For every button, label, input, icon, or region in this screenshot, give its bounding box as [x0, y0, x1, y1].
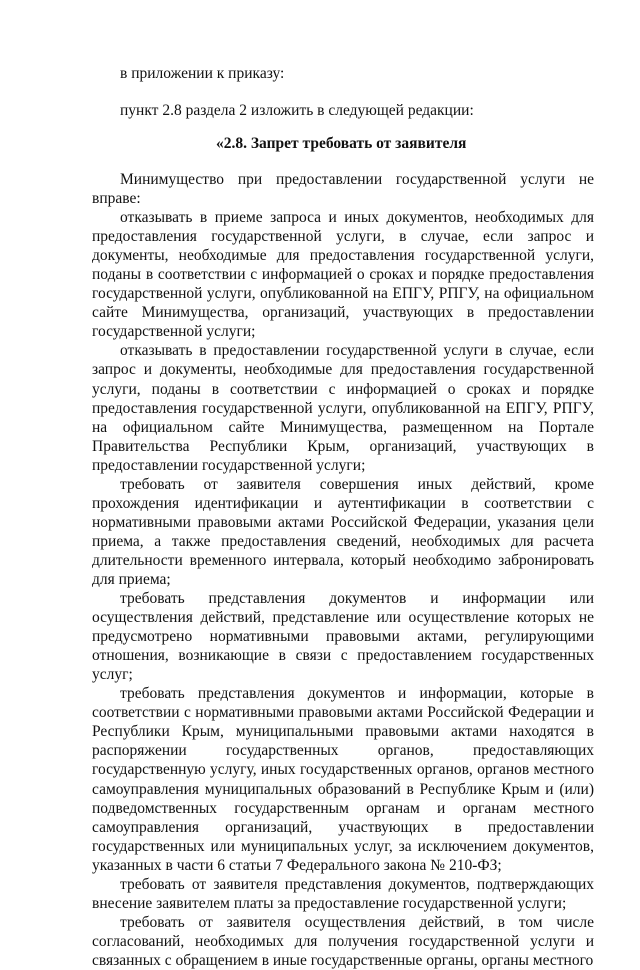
paragraph-require-actions: требовать от заявителя совершения иных действий, кроме прохождения идентификации и аутентификации в соответствии с нормативными правовыми актами Российской Федерации, указания цели приема, а также предоставления сведений, необходимых для расчета длительности временного интервала, который необходимо забронировать для приема; — [92, 475, 594, 588]
paragraph-preamble: Минимущество при предоставлении государственной услуги не вправе: — [92, 171, 594, 208]
paragraph-require-payment-proof: требовать от заявителя представления документов, подтверждающих внесение заявителем платы за предоставление государственной услуги; — [92, 875, 594, 912]
intro-line-amendment: пункт 2.8 раздела 2 изложить в следующей редакции: — [120, 102, 474, 119]
paragraph-refuse-acceptance: отказывать в приеме запроса и иных документов, необходимых для предоставления государственной услуги, в случае, если запрос и документы, необходимые для предоставления государственной услуги, поданы в соответствии с информацией о сроках и порядке предоставления государственной услуги, опубликованной на ЕПГУ, РПГУ, на официальном сайте Минимущества, организаций, участвующих в предоставлении государственной услуги; — [92, 209, 594, 341]
paragraph-require-held-documents: требовать представления документов и информации, которые в соответствии с нормативными правовыми актами Российской Федерации и Республики Крым, муниципальными правовыми актами находятся в распоряжении государственных органов, предоставляющих государственную услугу, иных государственных органов, органов местного самоуправления муниципальных образований в Республике Крым и (или) подведомственных государственным органам и органам местного самоуправления организаций, участвующих в предоставлении государственных или муниципальных услуг, за исключением документов, указанных в части 6 статьи 7 Федерального закона № 210-ФЗ; — [92, 685, 594, 874]
paragraph-require-approvals: требовать от заявителя осуществления действий, в том числе согласований, необходимых для получения государственной услуги и связанных с обращением в иные государственные органы, органы местного — [92, 913, 594, 969]
paragraph-refuse-provision: отказывать в предоставлении государственной услуги в случае, если запрос и документы, необходимые для предоставления государственной услуги, поданы в соответствии с информацией о сроках и порядке предоставления государственной услуги, опубликованной на ЕПГУ, РПГУ, на официальном сайте Минимущества, размещенном на Портале Правительства Республики Крым, организаций, участвующих в предоставлении государственной услуги; — [92, 342, 594, 474]
document-body — [92, 170, 594, 970]
intro-line-appendix: в приложении к приказу: — [120, 65, 285, 82]
section-heading: «2.8. Запрет требовать от заявителя — [216, 135, 467, 152]
paragraph-require-documents: требовать представления документов и информации или осуществления действий, представление или осуществление которых не предусмотрено нормативными правовыми актами, регулирующими отношения, возникающие в связи с предоставлением государственных услуг; — [92, 590, 594, 684]
